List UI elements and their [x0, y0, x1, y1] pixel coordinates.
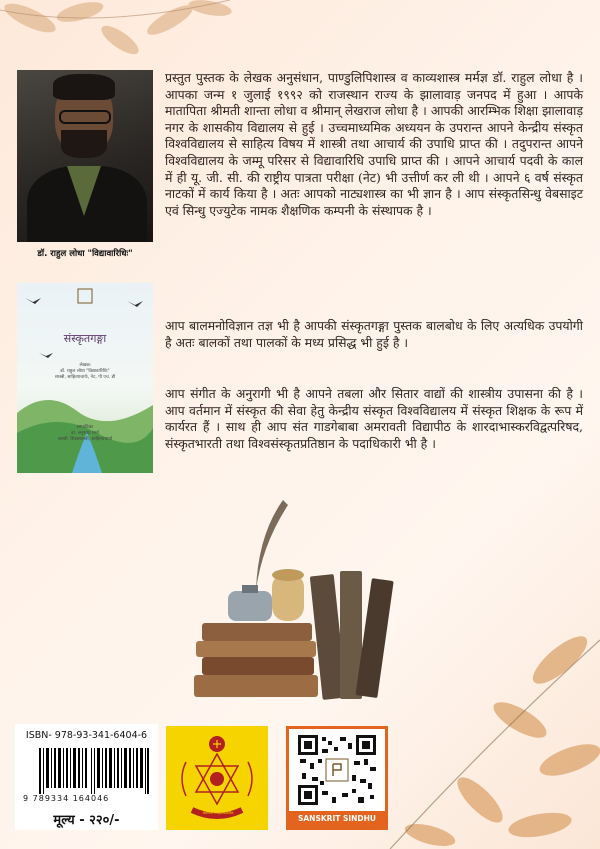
bio-paragraph-2: आप बालमनोविज्ञान तज्ञ भी है आपकी संस्कृतगङ्गा पुस्तक बालबोध के लिए अत्यधिक उपयोगी है अतः बालकों तथा पालकों के मध्य प्रसिद्ध भी हुई है । — [165, 318, 583, 350]
books-quill-illustration — [188, 495, 418, 705]
isbn-barcode-box — [15, 724, 158, 830]
barcode-digits: 9 789334 164046 — [23, 794, 110, 803]
book-cover-author: डॉ. राहुल लोधा "विद्यावारिधिः" — [60, 369, 110, 374]
book-cover-editor-label: सम्पादिका — [76, 425, 94, 430]
price: मूल्य - २२०/- — [53, 813, 120, 828]
bio-paragraph-1: प्रस्तुत पुस्तक के लेखक अनुसंधान, पाण्डुलिपिशास्त्र व काव्यशास्त्र मर्मज्ञ डॉ. राहुल लोधा है । आपका जन्म १ जुलाई १९९२ को राजस्थान राज्य के झालावाड़ जनपद में हुआ । आपके मातापिता श्रीमती शान्ता लोधा व श्रीमान् लेखराज लोधा है । आपकी आरम्भिक शिक्षा झालावाड़ नगर के शासकीय विद्यालय से हुई । उच्चमाध्यमिक अध्ययन के उपरान्त आपने केन्द्रीय संस्कृत विश्वविद्यालय से साहित्य विषय में शास्त्री तथा आचार्य की उपाधि प्राप्त की । तदुपरान्त आपने विश्वविद्यालय के जम्मू परिसर से विद्यावारिधि उपाधि प्राप्त की । आपने आचार्य पदवी के काल में ही यू. जी. सी. की राष्ट्रीय पात्रता परीक्षा (नेट) भी उत्तीर्ण कर ली थी । आपने ६ वर्ष संस्कृत नाटकों में कार्य किया है । अतः आपको नाट्यशास्त्र का भी ज्ञान है । आप संस्कृतसिन्धु वेबसाइट एवं सिन्धु एज्युटेक नामक शैक्षणिक कम्पनी के संस्थापक है । — [165, 70, 583, 218]
book-cover-qualification: शास्त्री, साहित्याचार्यः, नेट, पी एच. डी — [54, 375, 116, 380]
isbn-number: ISBN- 978-93-341-6404-6 — [25, 730, 148, 741]
publisher-logo-text: कवयित्रि संस्कृतविद्यापीठ — [202, 811, 234, 815]
book-cover-title: संस्कृतगङ्गा — [63, 332, 107, 345]
book-cover-thumbnail — [17, 283, 153, 473]
leaves-decoration-top — [0, 0, 260, 80]
book-cover-editor-qualification: शास्त्री, शिक्षाशास्त्री, साहित्याचार्या — [57, 437, 113, 442]
qr-label: SANSKRIT SINDHU — [289, 811, 385, 827]
book-cover-author-label: लेखकः — [79, 363, 91, 368]
bio-paragraph-3: आप संगीत के अनुरागी भी है आपने तबला और सितार वाद्यों की शास्त्रीय उपासना की है । आप वर्तमान में संस्कृत की सेवा हेतु केन्द्रीय संस्कृत विश्वविद्यालय में संस्कृत शिक्षक के रूप में कार्यरत हैं । साथ ही आप संत गाडगेबाबा अमरावती विद्यापीठ के शारदाभास्करविद्वत्परिषद, संस्कृतभारती तथा विश्वसंस्कृतप्रतिष्ठान के पदाधिकारी भी है । — [165, 386, 583, 451]
qr-code[interactable] — [298, 735, 376, 805]
barcode — [39, 748, 149, 794]
book-cover-editor: डा. अनुराधा शर्मा — [71, 431, 99, 436]
author-photo — [17, 70, 153, 242]
publisher-logo — [166, 726, 268, 830]
author-caption: डॉ. राहुल लोधा "विद्यावारिधिः" — [37, 249, 133, 259]
qr-code-box[interactable] — [286, 726, 388, 830]
